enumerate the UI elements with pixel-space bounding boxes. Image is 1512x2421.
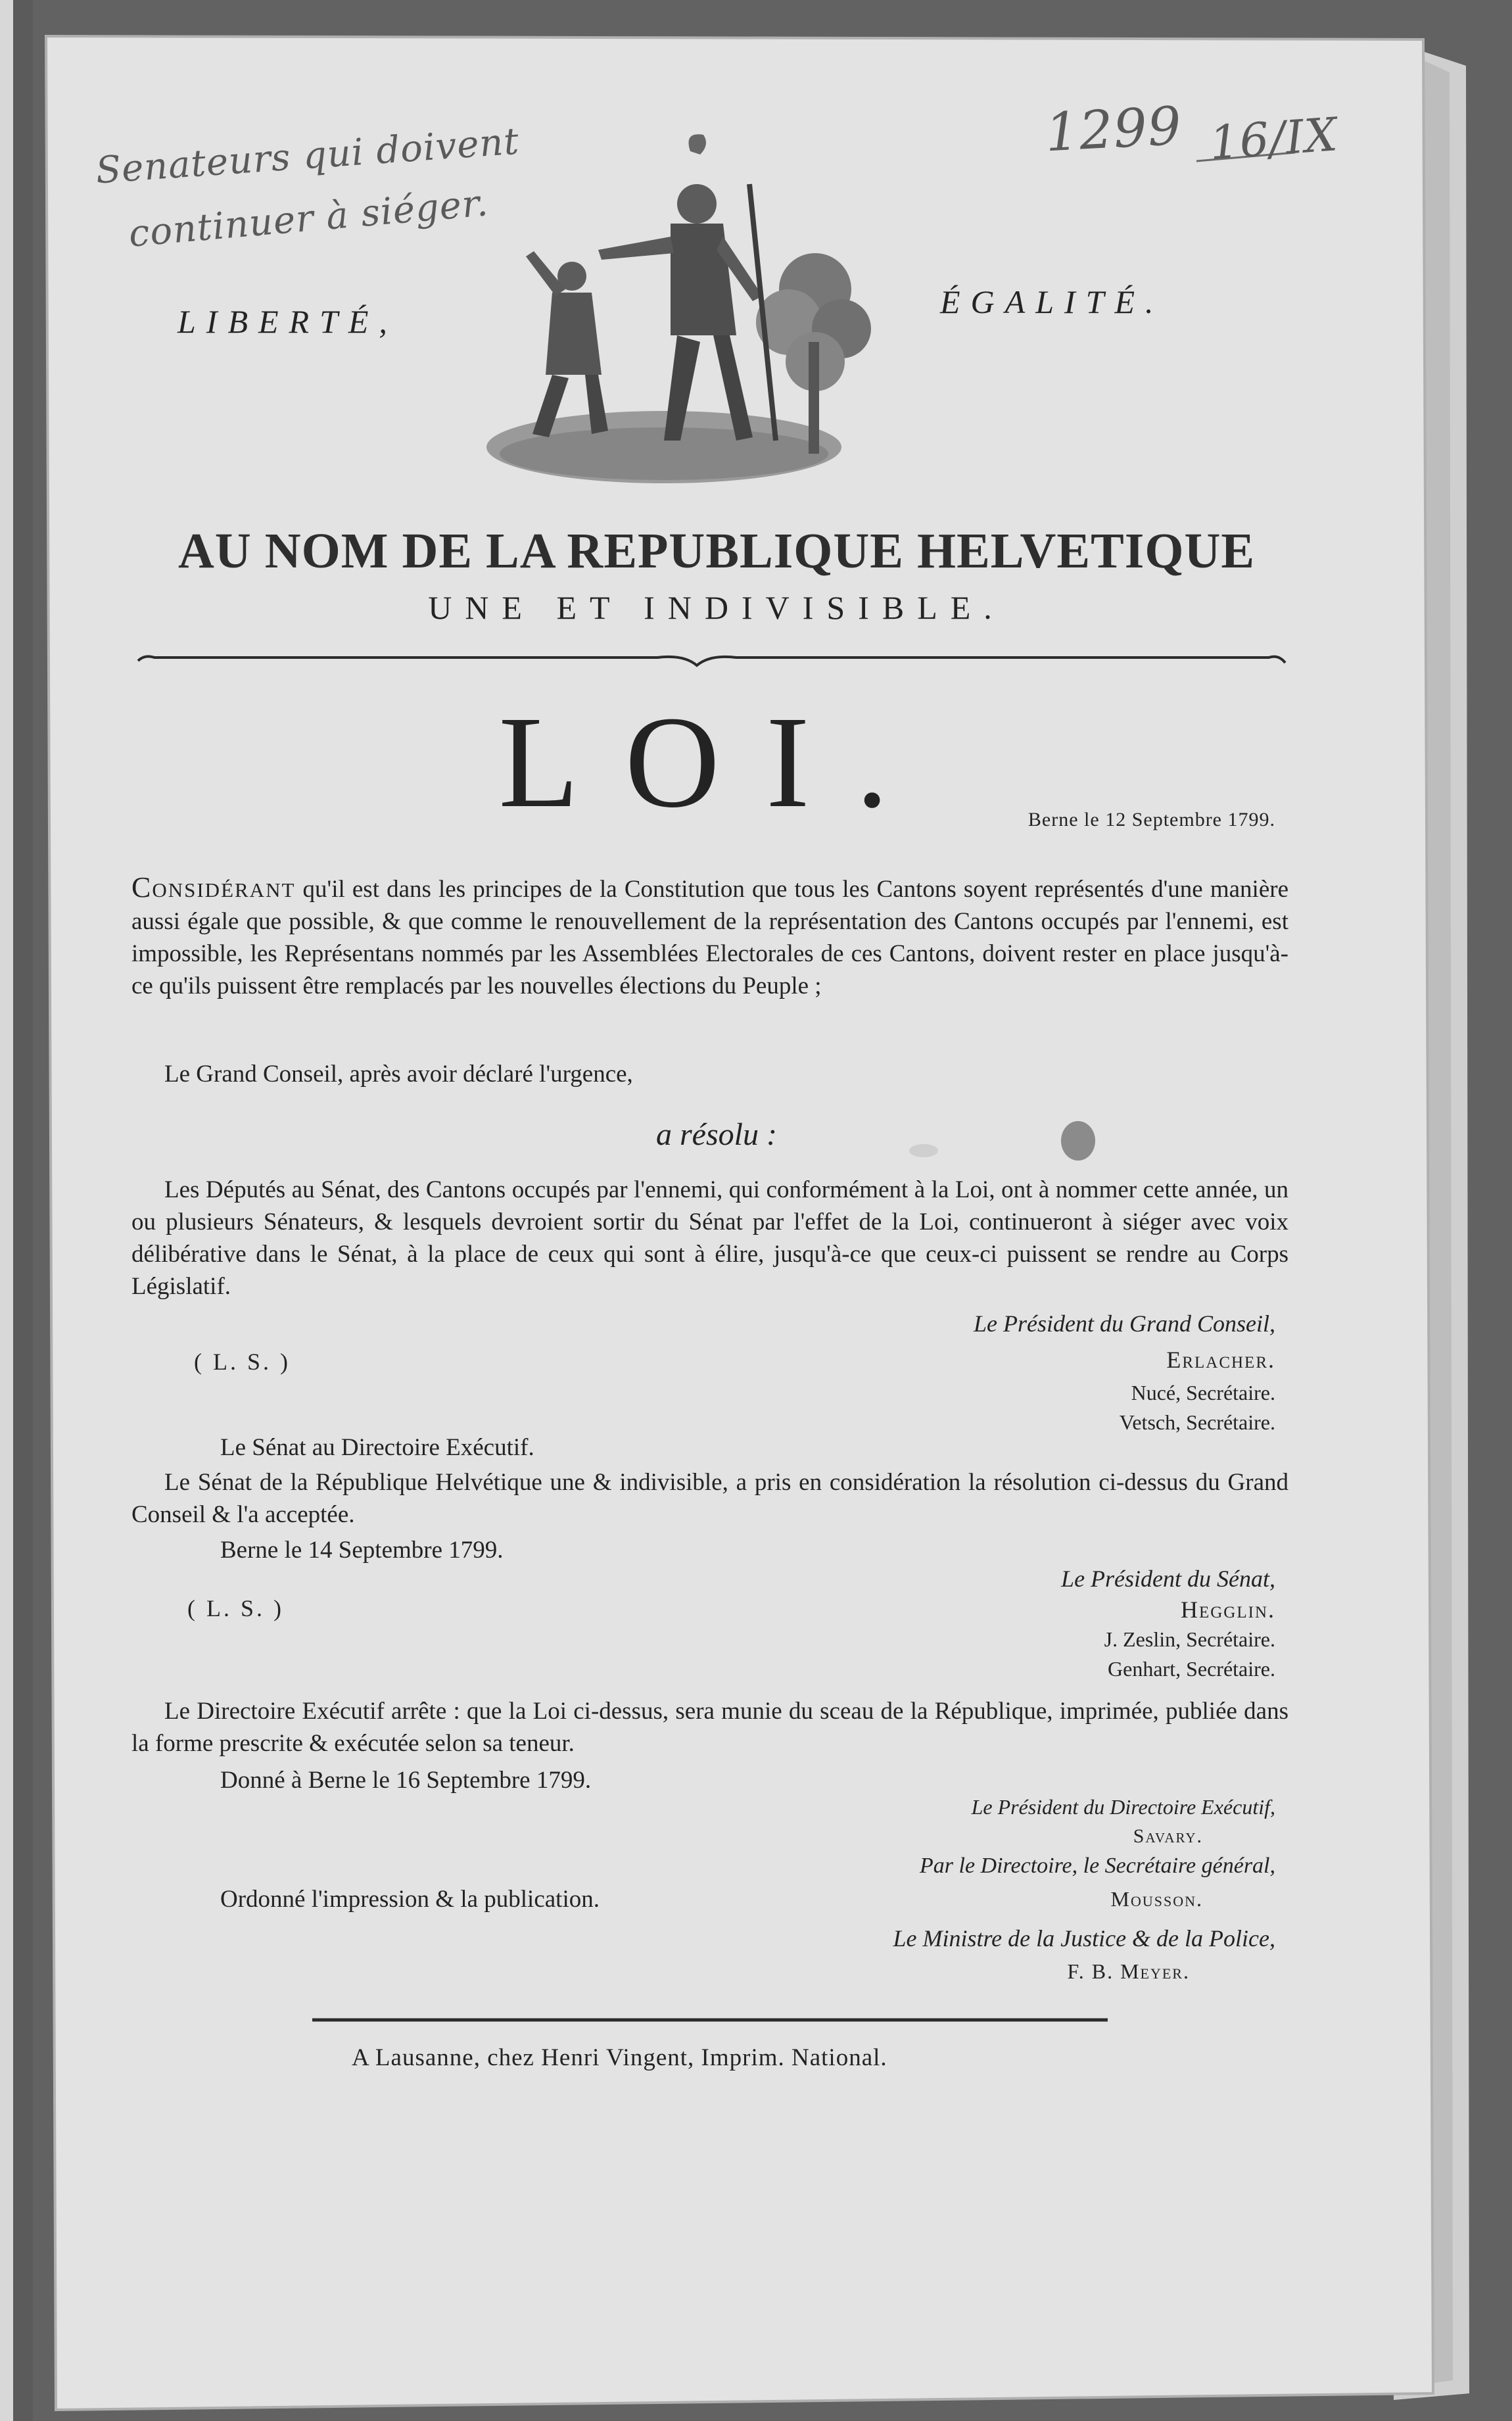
law-title: LOI. [498,690,935,835]
gc-secretary2: Vetsch, Secrétaire. [1119,1410,1275,1434]
motto-right: ÉGALITÉ. [940,283,1164,320]
printer-imprint: A Lausanne, chez Henri Vingent, Imprim. National. [352,2044,887,2071]
header-subtitle: UNE ET INDIVISIBLE. [428,589,1005,626]
senate-president: Hegglin. [1180,1596,1275,1623]
senate-secretary2: Genhart, Secrétaire. [1108,1657,1275,1681]
minister-name: F. B. Meyer. [1067,1959,1190,1983]
handwritten-number: 1299 [1043,95,1183,164]
directory-order: Ordonné l'impression & la publication. [220,1886,600,1913]
minister-title: Le Ministre de la Justice & de la Police, [893,1925,1275,1952]
handwritten-note-line1: Senateurs qui doivent [94,120,521,193]
senate-seal: ( L. S. ) [187,1595,284,1621]
directory-text: Le Directoire Exécutif arrête : que la Loi ci-dessus, sera munie du sceau de la République, imprimée, publiée dans la forme prescrite & exécutée selon sa teneur. [131,1698,1288,1757]
vignette-woodcut-image [473,125,894,506]
senate-date: Berne le 14 Septembre 1799. [220,1537,504,1564]
preamble-text: qu'il est dans les principes de la Constitution que tous les Cantons soyent représentés d'une manière aussi égale que possible, & que comme le renouvellement de la représentation des Cantons occupés par l'ennemi, est impossible, les Représentans nommés par les Assemblées Electorales de ces Cantons, doivent rester en place jusqu'à-ce qu'ils puissent être remplacés par les nouvelles élections du Peuple ; [131,876,1288,999]
date-line: Berne le 12 Septembre 1799. [1028,809,1275,830]
gc-seal: ( L. S. ) [194,1349,291,1375]
gc-secretary1: Nucé, Secrétaire. [1131,1381,1275,1404]
senate-secretary1: J. Zeslin, Secrétaire. [1104,1627,1275,1651]
gc-president: Erlacher. [1166,1347,1275,1373]
header-title: AU NOM DE LA REPUBLIQUE HELVETIQUE [177,523,1256,579]
directory-secretary: Mousson. [1110,1887,1203,1911]
handwritten-note-line2: continuer à siéger. [127,181,490,256]
senate-text: Le Sénat de la République Helvétique une & indivisible, a pris en considération la résolution ci-dessus du Grand Conseil & l'a acceptée. [131,1469,1288,1528]
directory-secretary-title: Par le Directoire, le Secrétaire général, [920,1854,1275,1878]
gc-president-title: Le Président du Grand Conseil, [974,1310,1275,1337]
senate-heading: Le Sénat au Directoire Exécutif. [220,1434,534,1461]
directory-president-title: Le Président du Directoire Exécutif, [971,1795,1275,1819]
preamble-paragraph [131,871,1288,1002]
article-paragraph: Les Députés au Sénat, des Cantons occupés par l'ennemi, qui conformément à la Loi, ont à nommer cette année, un ou plusieurs Sénateurs, & lesquels devroient sortir du Sénat par l'effet de la Loi, continueront à siéger avec voix délibérative dans le Sénat, à la place de ceux qui sont à élire, jusqu'à-ce que ceux-ci puissent se rendre au Corps Législatif. [131,1176,1288,1300]
handwritten-reference: 16/IX [1208,107,1340,170]
directory-date: Donné à Berne le 16 Septembre 1799. [220,1767,592,1794]
motto-left: LIBERTÉ, [177,303,398,340]
directory-president: Savary. [1133,1825,1203,1847]
resolved-heading: a résolu : [656,1117,777,1152]
preamble-first-word: Considérant [131,871,296,903]
urgency-line: Le Grand Conseil, après avoir déclaré l'urgence, [164,1061,633,1088]
senate-president-title: Le Président du Sénat, [1061,1566,1275,1592]
